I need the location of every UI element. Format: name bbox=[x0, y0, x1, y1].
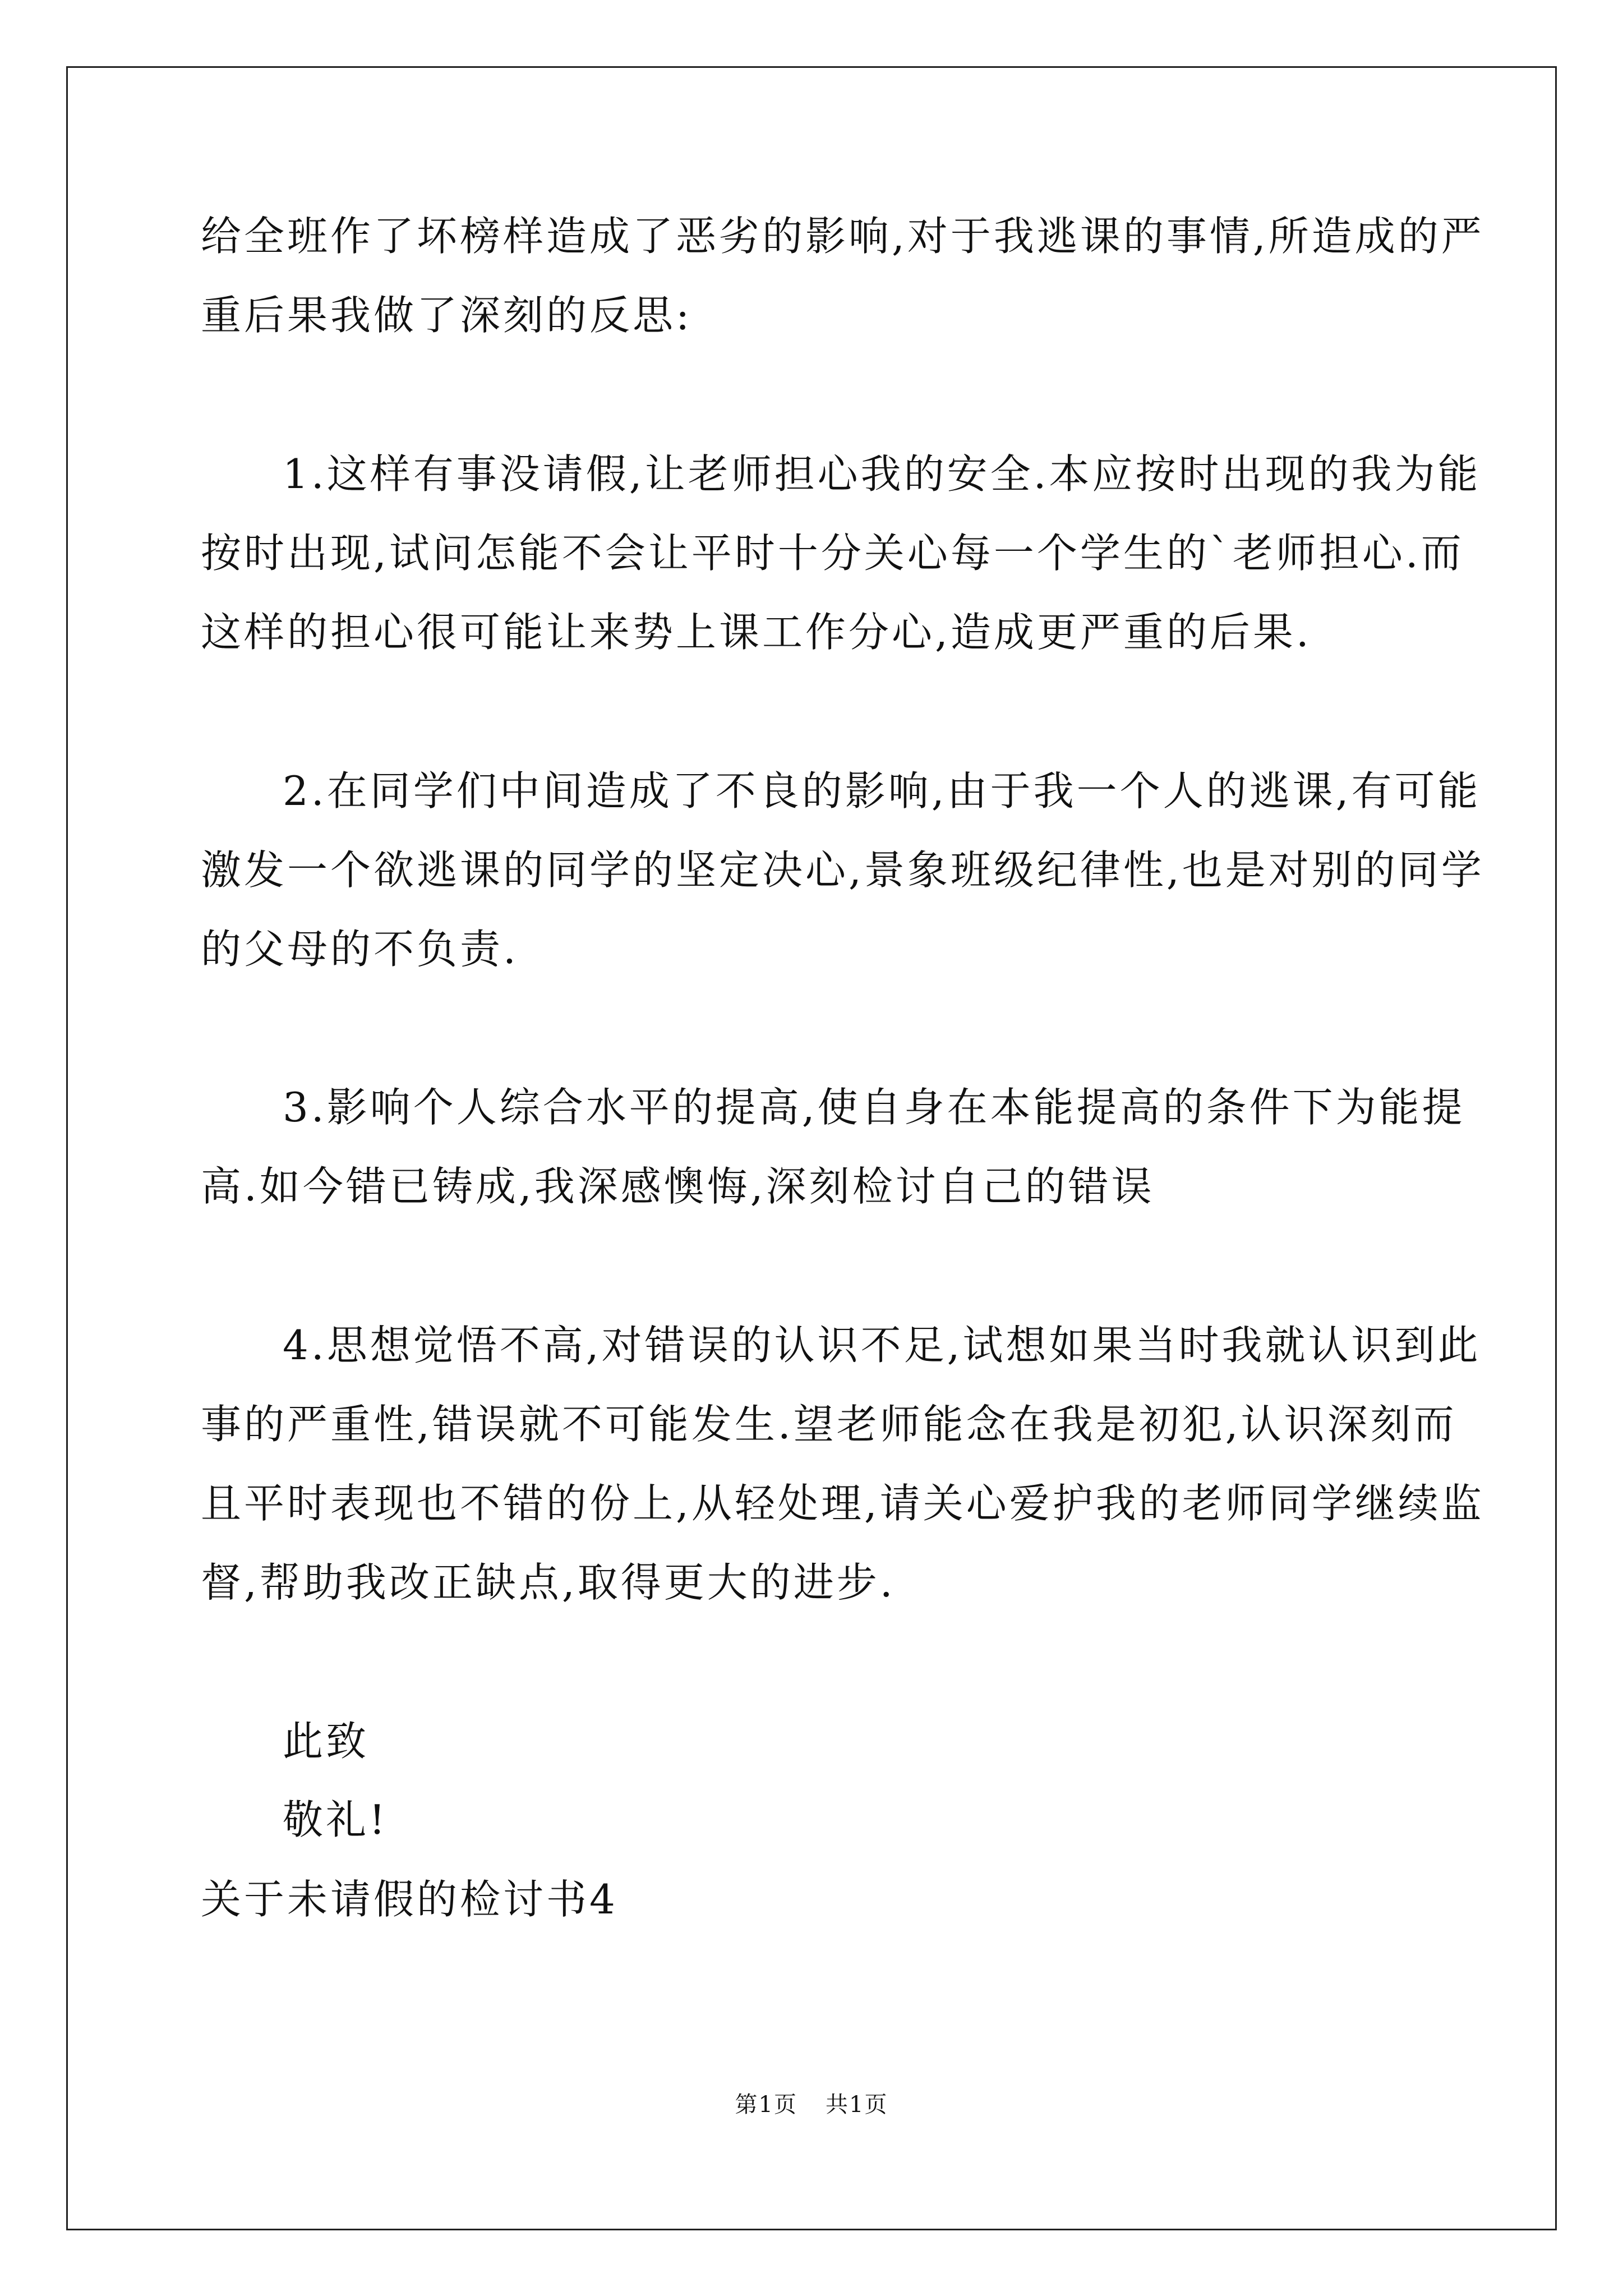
text-line: 4.思想觉悟不高,对错误的认识不足,试想如果当时我就认识到此 bbox=[283, 1322, 1481, 1369]
text-line: 3.影响个人综合水平的提高,使自身在本能提高的条件下为能提 bbox=[283, 1084, 1465, 1131]
text-line: 按时出现,试问怎能不会让平时十分关心每一个学生的`老师担心.而 bbox=[201, 530, 1464, 577]
page-number: 第1页 bbox=[735, 2092, 797, 2118]
text-line: 这样的担心很可能让来势上课工作分心,造成更严重的后果. bbox=[201, 609, 1312, 656]
text-line: 事的严重性,错误就不可能发生.望老师能念在我是初犯,认识深刻而 bbox=[201, 1401, 1457, 1448]
text-line: 激发一个欲逃课的同学的坚定决心,景象班级纪律性,也是对别的同学 bbox=[201, 846, 1484, 894]
text-line: 的父母的不负责. bbox=[201, 926, 519, 973]
text-line: 督,帮助我改正缺点,取得更大的进步. bbox=[201, 1559, 896, 1606]
page-footer bbox=[0, 2089, 1623, 2120]
text-line: 1.这样有事没请假,让老师担心我的安全.本应按时出现的我为能 bbox=[283, 450, 1481, 498]
closing-line: 此致 bbox=[283, 1718, 370, 1765]
text-line: 且平时表现也不错的份上,从轻处理,请关心爱护我的老师同学继续监 bbox=[201, 1480, 1484, 1527]
text-line: 2.在同学们中间造成了不良的影响,由于我一个人的逃课,有可能 bbox=[283, 767, 1481, 815]
text-line: 重后果我做了深刻的反思: bbox=[201, 292, 693, 339]
closing-line: 敬礼! bbox=[283, 1796, 388, 1843]
text-line: 给全班作了坏榜样造成了恶劣的影响,对于我逃课的事情,所造成的严 bbox=[201, 213, 1484, 260]
page-total: 共1页 bbox=[826, 2092, 888, 2118]
section-heading: 关于未请假的检讨书4 bbox=[201, 1876, 618, 1923]
text-line: 高.如今错已铸成,我深感懊悔,深刻检讨自己的错误 bbox=[201, 1163, 1155, 1210]
